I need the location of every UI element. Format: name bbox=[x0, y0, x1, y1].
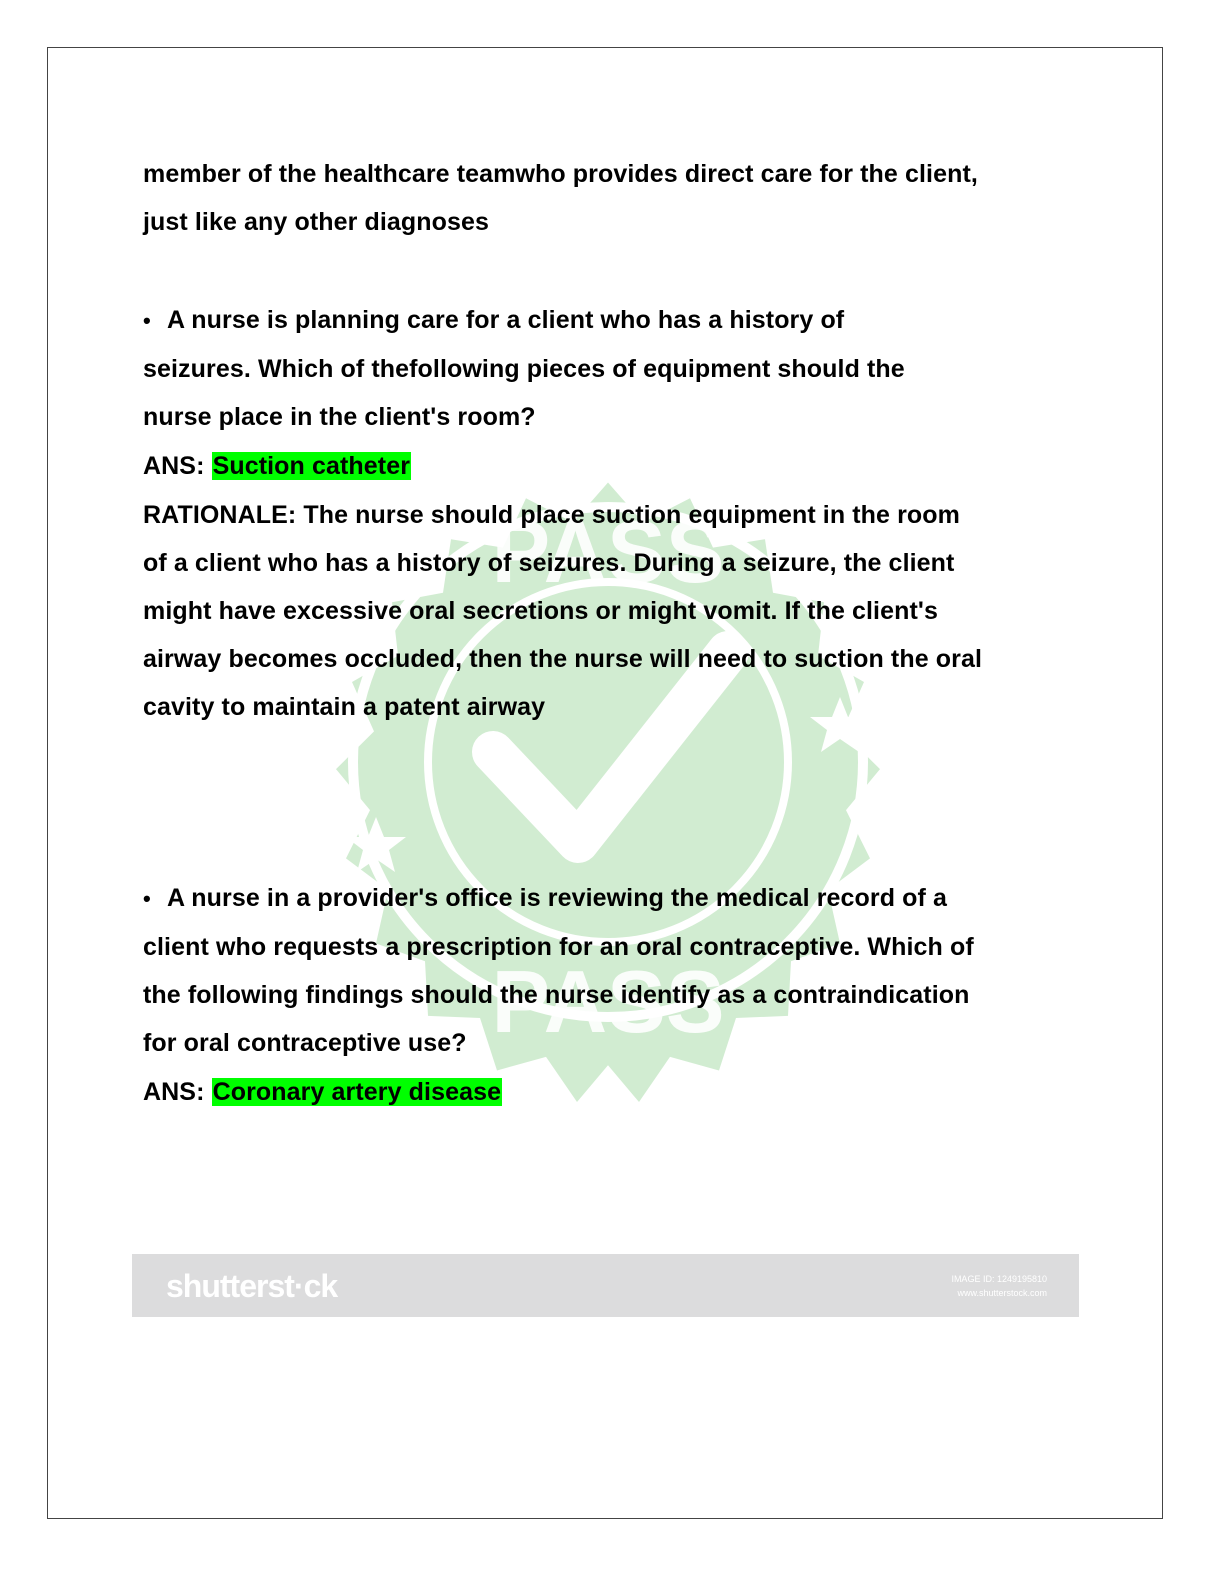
answer-highlight: Suction catheter bbox=[212, 452, 411, 480]
question-line: • A nurse in a provider's office is reviewing the medical record of a bbox=[143, 874, 1083, 923]
answer-row bbox=[143, 1067, 1083, 1117]
continuation-paragraph bbox=[143, 150, 1083, 246]
shutterstock-watermark-bar bbox=[132, 1254, 1079, 1317]
question-line: for oral contraceptive use? bbox=[143, 1029, 467, 1057]
question-line: nurse place in the client's room? bbox=[143, 403, 536, 431]
rationale-line: cavity to maintain a patent airway bbox=[143, 693, 546, 721]
question-line: the following findings should the nurse identify as a contraindication bbox=[143, 981, 970, 1009]
site-url-text: www.shutterstock.com bbox=[957, 1288, 1047, 1298]
question-block-1 bbox=[143, 296, 1083, 731]
stamp-letters-top: PASS bbox=[491, 502, 725, 601]
text-line: member of the healthcare teamwho provides direct care for the client, bbox=[143, 160, 978, 188]
question-line: seizures. Which of thefollowing pieces of equipment should the bbox=[143, 355, 905, 383]
rationale-line: of a client who has a history of seizures. During a seizure, the client bbox=[143, 549, 955, 577]
question-block-2 bbox=[143, 874, 1083, 1117]
text-line: just like any other diagnoses bbox=[143, 208, 490, 236]
shutterstock-logo: shutterst·ck bbox=[166, 1268, 338, 1304]
answer-label: ANS: bbox=[143, 452, 205, 480]
shutterstock-meta bbox=[951, 1272, 1047, 1300]
answer-label: ANS: bbox=[143, 1078, 205, 1106]
rationale-line: RATIONALE: The nurse should place suction equipment in the room bbox=[143, 501, 960, 529]
image-id-text: IMAGE ID: 1249195810 bbox=[951, 1274, 1047, 1284]
bullet-icon: • bbox=[143, 308, 151, 333]
rationale-line: might have excessive oral secretions or might vomit. If the client's bbox=[143, 597, 938, 625]
bullet-icon: • bbox=[143, 886, 151, 911]
rationale-line: airway becomes occluded, then the nurse will need to suction the oral bbox=[143, 645, 983, 673]
stamp-letters-bottom: PASS bbox=[491, 952, 725, 1051]
answer-highlight: Coronary artery disease bbox=[212, 1078, 502, 1106]
question-line: client who requests a prescription for an oral contraceptive. Which of bbox=[143, 933, 974, 961]
rationale-paragraph bbox=[143, 491, 1083, 731]
question-line: • A nurse is planning care for a client who has a history of bbox=[143, 296, 1083, 345]
answer-row bbox=[143, 441, 1083, 491]
document-content bbox=[143, 150, 1083, 1117]
